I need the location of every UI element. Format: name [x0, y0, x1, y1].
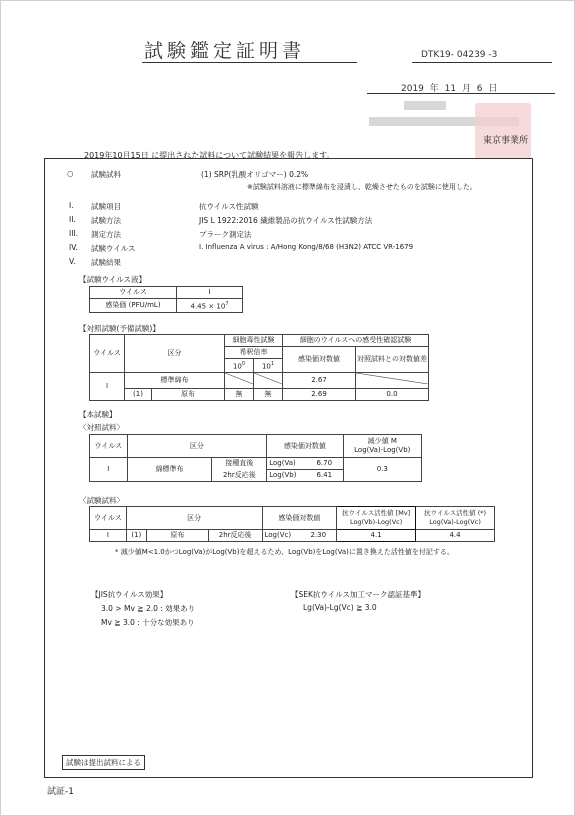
- symbol-va: Log(Va): [267, 458, 306, 470]
- cyto-result-1: 無: [225, 389, 254, 401]
- reduction-value: 0.3: [343, 458, 421, 482]
- cell-empty: [254, 373, 283, 389]
- test-sample-table: [89, 506, 495, 542]
- header-virus: ウイルス: [90, 507, 127, 530]
- header-activity-star: 抗ウイルス活性値 (*) Log(Va)-Log(Vc): [416, 507, 495, 530]
- jis-criteria-title: 【JIS抗ウイルス効果】: [91, 590, 168, 599]
- intro-text: 2019年10月15日 に提出された試料について試験結果を報告します。: [84, 151, 335, 160]
- time-immediate: 接種直後: [212, 458, 267, 470]
- control-table: [89, 334, 429, 401]
- value-vb: 6.41: [306, 470, 343, 482]
- header-log-titer: 感染価対数値: [267, 435, 343, 458]
- control-sample-name: 綿標準布: [127, 458, 212, 482]
- control-sample-table: [89, 434, 422, 482]
- document-number-underline: [412, 62, 552, 63]
- time-2hr: 2hr反応後: [212, 470, 267, 482]
- item-label: 測定方法: [91, 230, 121, 239]
- item-label: 試験結果: [91, 258, 121, 267]
- symbol-vc: Log(Vc): [262, 530, 300, 542]
- date-underline: [367, 93, 555, 94]
- page-title: 試験鑑定証明書: [144, 40, 306, 62]
- header-division: 区分: [127, 435, 267, 458]
- cell-empty: [225, 373, 254, 389]
- control-sample-subtitle: 〈対照試料〉: [79, 423, 124, 432]
- virus-table: [89, 286, 243, 313]
- header-dilution: 希釈倍率: [225, 347, 283, 359]
- item-label: 試験ウイルス: [91, 244, 136, 253]
- header-reduction: 減少値 M Log(Va)-Log(Vb): [343, 435, 421, 458]
- jis-criteria-line-2: Mv ≧ 3.0 : 十分な効果あり: [101, 618, 195, 627]
- company-seal: [475, 103, 531, 159]
- item-marker: I.: [69, 201, 74, 210]
- document-number: DTK19- 04239 -3: [421, 50, 498, 60]
- header-activity-mv: 抗ウイルス活性値 [Mv] Log(Vb)-Log(Vc): [337, 507, 416, 530]
- virus-id: I: [90, 373, 125, 401]
- dilution-1: $10^0$: [225, 359, 254, 373]
- company-office: 東京事業所: [483, 136, 529, 146]
- cyto-result-2: 無: [254, 389, 283, 401]
- item-value: I. Influenza A virus : A/Hong Kong/8/68 (H3N2) ATCC VR-1679: [199, 243, 414, 251]
- value-vc: 2.30: [300, 530, 336, 542]
- footnote: * 減少値M<1.0かつLog(Va)がLog(Vb)を超えるため、Log(Vb)をLog(Va)に置き換えた活性値を付記する。: [115, 548, 454, 556]
- item-marker: II.: [69, 215, 76, 224]
- row-standard-cloth: 標準綿布: [125, 373, 225, 389]
- header-log-difference: 対照試料との対数値差: [356, 347, 429, 373]
- sample-note: ※試験試料溶液に標準綿布を浸漬し、乾燥させたものを試験に使用した。: [247, 183, 477, 191]
- item-value: プラーク測定法: [199, 230, 252, 239]
- virus-table-title: 【試験ウイルス液】: [79, 275, 147, 284]
- sample-marker: ○: [67, 169, 74, 178]
- time-2hr: 2hr反応後: [208, 530, 262, 542]
- item-value: JIS L 1922:2016 繊維製品の抗ウイルス性試験方法: [199, 216, 373, 225]
- test-sample-subtitle: 〈試験試料〉: [79, 496, 124, 505]
- activity-star-value: 4.4: [416, 530, 495, 542]
- item-marker: III.: [69, 229, 79, 238]
- sek-criteria-line-1: Lg(Va)-Lg(Vc) ≧ 3.0: [303, 603, 377, 612]
- test-sample-name: 原布: [146, 530, 208, 542]
- virus-row-label: ウイルス: [90, 287, 177, 299]
- header-sensitivity: 細胞のウイルスへの感受性確認試験: [283, 335, 429, 347]
- titer-label: 感染価 (PFU/mL): [90, 299, 177, 313]
- header-virus: ウイルス: [90, 335, 125, 373]
- virus-id: I: [90, 530, 127, 542]
- footer-code: 試証-1: [47, 787, 74, 797]
- redacted-name: [404, 101, 446, 110]
- header-log-titer: 感染価対数値: [262, 507, 337, 530]
- control-table-title: 【対照試験(予備試験)】: [79, 324, 160, 333]
- value-va: 6.70: [306, 458, 343, 470]
- item-marker: IV.: [69, 243, 78, 252]
- sample-index: (1): [126, 530, 146, 542]
- header-cytotoxicity: 細胞毒性試験: [225, 335, 283, 347]
- titer-value: $4.45 \times 10^7$: [177, 299, 243, 313]
- log-difference: 0.0: [356, 389, 429, 401]
- symbol-vb: Log(Vb): [267, 470, 306, 482]
- dilution-2: $10^1$: [254, 359, 283, 373]
- activity-mv-value: 4.1: [337, 530, 416, 542]
- virus-row-value: I: [177, 287, 243, 299]
- item-label: 試験方法: [91, 216, 121, 225]
- virus-id: I: [90, 458, 128, 482]
- sample-value: (1) SRP(乳酸オリゴマー) 0.2%: [201, 170, 309, 179]
- sample-label: 試験試料: [91, 170, 121, 179]
- jis-criteria-line-1: 3.0 > Mv ≧ 2.0 : 効果あり: [101, 604, 196, 613]
- issue-date: 2019 年 11 月 6 日: [401, 84, 498, 94]
- sample-log-titer: 2.69: [283, 389, 356, 401]
- standard-log-titer: 2.67: [283, 373, 356, 389]
- cell-empty: [356, 373, 429, 389]
- row-original-cloth: 原布: [152, 389, 225, 401]
- header-division: 区分: [126, 507, 262, 530]
- item-value: 抗ウイルス性試験: [199, 202, 259, 211]
- submitted-sample-note: 試験は提出試料による: [62, 755, 145, 770]
- sample-index: (1): [125, 389, 152, 401]
- item-label: 試験項目: [91, 202, 121, 211]
- header-virus: ウイルス: [90, 435, 128, 458]
- title-underline: [142, 62, 357, 63]
- header-division: 区分: [125, 335, 225, 373]
- sek-criteria-title: 【SEK抗ウイルス加工マーク認証基準】: [291, 590, 425, 599]
- item-marker: V.: [69, 257, 76, 266]
- main-test-title: 【本試験】: [79, 410, 117, 419]
- header-log-titer: 感染価対数値: [283, 347, 356, 373]
